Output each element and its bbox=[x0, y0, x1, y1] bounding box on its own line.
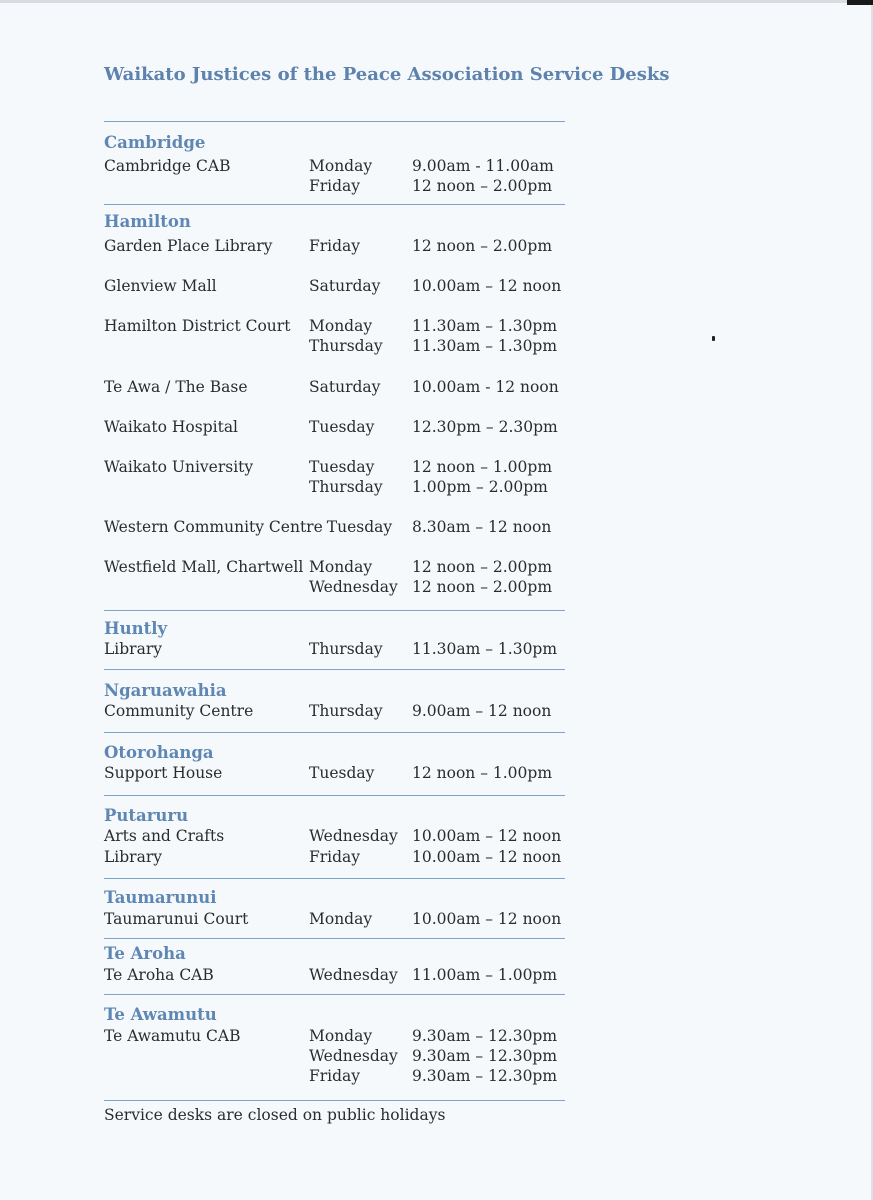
day: Monday bbox=[309, 317, 373, 335]
location-name bbox=[104, 518, 392, 536]
day: Friday bbox=[309, 177, 361, 195]
day: Tuesday bbox=[309, 764, 375, 782]
day: Wednesday bbox=[309, 1047, 398, 1065]
location-name: Arts and Crafts bbox=[104, 827, 225, 845]
section-heading-otorohanga: Otorohanga bbox=[104, 743, 214, 762]
time-range: 12 noon – 1.00pm bbox=[412, 764, 553, 782]
time-range: 12 noon – 2.00pm bbox=[412, 237, 553, 255]
day: Monday bbox=[309, 157, 373, 175]
time-range: 9.30am – 12.30pm bbox=[412, 1047, 558, 1065]
time-range: 12 noon – 2.00pm bbox=[412, 578, 553, 596]
day: Wednesday bbox=[309, 578, 398, 596]
section-divider bbox=[104, 732, 565, 733]
location-name: Community Centre bbox=[104, 702, 254, 720]
section-divider bbox=[104, 795, 565, 796]
scan-speck bbox=[712, 336, 715, 341]
time-range: 10.00am - 12 noon bbox=[412, 378, 559, 396]
day: Monday bbox=[309, 1027, 373, 1045]
day: Monday bbox=[309, 910, 373, 928]
location-name: Garden Place Library bbox=[104, 237, 273, 255]
section-divider bbox=[104, 1100, 565, 1101]
scan-edge-top bbox=[0, 0, 873, 3]
day: Wednesday bbox=[309, 966, 398, 984]
day: Saturday bbox=[309, 277, 381, 295]
location-name: Te Awamutu CAB bbox=[104, 1027, 241, 1045]
time-range: 10.00am – 12 noon bbox=[412, 910, 562, 928]
day: Tuesday bbox=[309, 458, 375, 476]
location-name: Cambridge CAB bbox=[104, 157, 231, 175]
time-range: 12 noon – 2.00pm bbox=[412, 558, 553, 576]
page-title: Waikato Justices of the Peace Association Service Desks bbox=[104, 64, 670, 85]
time-range: 11.30am – 1.30pm bbox=[412, 317, 558, 335]
time-range: 11.30am – 1.30pm bbox=[412, 640, 558, 658]
location-name: Glenview Mall bbox=[104, 277, 217, 295]
day: Tuesday bbox=[309, 418, 375, 436]
section-divider bbox=[104, 669, 565, 670]
location-name: Te Aroha CAB bbox=[104, 966, 214, 984]
time-range: 12 noon – 1.00pm bbox=[412, 458, 553, 476]
day: Friday bbox=[309, 848, 361, 866]
section-heading-taumarunui: Taumarunui bbox=[104, 888, 217, 907]
footer-note: Service desks are closed on public holidays bbox=[104, 1106, 446, 1124]
location-name: Waikato University bbox=[104, 458, 254, 476]
section-divider bbox=[104, 994, 565, 995]
section-heading-putaruru: Putaruru bbox=[104, 806, 189, 825]
section-heading-ngaruawahia: Ngaruawahia bbox=[104, 681, 227, 700]
location-name: Westfield Mall, Chartwell bbox=[104, 558, 304, 576]
section-divider bbox=[104, 878, 565, 879]
scan-corner-mark bbox=[847, 0, 873, 5]
location-name-text: Western Community Centre bbox=[104, 518, 323, 536]
section-heading-huntly: Huntly bbox=[104, 619, 168, 638]
location-name: Te Awa / The Base bbox=[104, 378, 248, 396]
section-divider bbox=[104, 938, 565, 939]
location-name: Support House bbox=[104, 764, 223, 782]
time-range: 12 noon – 2.00pm bbox=[412, 177, 553, 195]
time-range: 9.00am – 12 noon bbox=[412, 702, 552, 720]
location-name: Taumarunui Court bbox=[104, 910, 249, 928]
time-range: 9.30am – 12.30pm bbox=[412, 1067, 558, 1085]
time-range: 9.30am – 12.30pm bbox=[412, 1027, 558, 1045]
section-heading-te-aroha: Te Aroha bbox=[104, 944, 186, 963]
time-range: 11.30am – 1.30pm bbox=[412, 337, 558, 355]
day: Wednesday bbox=[309, 827, 398, 845]
time-range: 8.30am – 12 noon bbox=[412, 518, 552, 536]
day: Thursday bbox=[309, 478, 383, 496]
day: Thursday bbox=[309, 337, 383, 355]
section-heading-hamilton: Hamilton bbox=[104, 212, 191, 231]
time-range: 1.00pm – 2.00pm bbox=[412, 478, 548, 496]
time-range: 12.30pm – 2.30pm bbox=[412, 418, 558, 436]
section-divider bbox=[104, 121, 565, 122]
day: Monday bbox=[309, 558, 373, 576]
day: Thursday bbox=[309, 640, 383, 658]
section-heading-te-awamutu: Te Awamutu bbox=[104, 1005, 217, 1024]
time-range: 10.00am – 12 noon bbox=[412, 277, 562, 295]
section-divider bbox=[104, 204, 565, 205]
location-name: Library bbox=[104, 848, 162, 866]
location-name: Library bbox=[104, 640, 162, 658]
section-divider bbox=[104, 610, 565, 611]
day: Thursday bbox=[309, 702, 383, 720]
time-range: 10.00am – 12 noon bbox=[412, 827, 562, 845]
day: Saturday bbox=[309, 378, 381, 396]
time-range: 9.00am - 11.00am bbox=[412, 157, 554, 175]
time-range: 11.00am – 1.00pm bbox=[412, 966, 558, 984]
day: Friday bbox=[309, 1067, 361, 1085]
day: Friday bbox=[309, 237, 361, 255]
location-name: Hamilton District Court bbox=[104, 317, 291, 335]
day: Tuesday bbox=[326, 518, 393, 536]
time-range: 10.00am – 12 noon bbox=[412, 848, 562, 866]
location-name: Waikato Hospital bbox=[104, 418, 239, 436]
section-heading-cambridge: Cambridge bbox=[104, 133, 206, 152]
